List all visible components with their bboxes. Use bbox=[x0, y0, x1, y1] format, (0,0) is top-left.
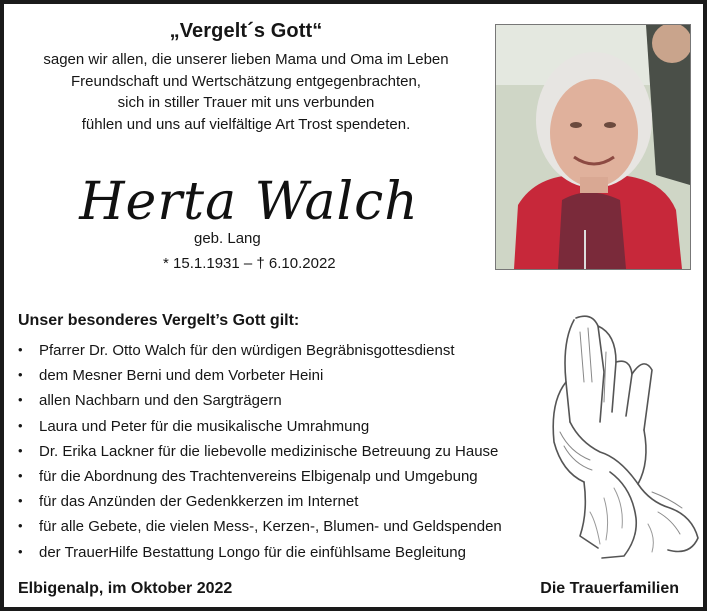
list-item-text: allen Nachbarn und den Sargträgern bbox=[39, 392, 282, 410]
list-item bbox=[18, 489, 502, 514]
list-item bbox=[18, 363, 502, 388]
bullet: • bbox=[18, 417, 23, 433]
intro-block bbox=[22, 20, 470, 135]
bullet: • bbox=[18, 342, 23, 357]
bullet: • bbox=[18, 518, 23, 534]
bullet: • bbox=[18, 392, 23, 408]
thanks-list bbox=[18, 338, 502, 565]
headline: „Vergelt´s Gott“ bbox=[169, 20, 323, 42]
list-item bbox=[18, 540, 502, 565]
intro-line: sagen wir allen, die unserer lieben Mama und Oma im Leben bbox=[43, 51, 449, 68]
list-item-text: der TrauerHilfe Bestattung Longo für die einfühlsame Begleitung bbox=[39, 543, 466, 561]
signature: Die Trauerfamilien bbox=[540, 580, 679, 597]
list-item-text: Pfarrer Dr. Otto Walch für den würdigen Begräbnisgottesdienst bbox=[39, 342, 455, 359]
list-item bbox=[18, 414, 502, 439]
intro-line: Freundschaft und Wertschätzung entgegenbrachten, bbox=[71, 72, 421, 90]
list-item-text: dem Mesner Berni und dem Vorbeter Heini bbox=[39, 367, 324, 385]
birth-name: geb. Lang bbox=[194, 230, 261, 247]
portrait-photo bbox=[495, 24, 691, 270]
deceased-name: Herta Walch bbox=[79, 172, 419, 232]
list-item bbox=[18, 514, 502, 539]
bullet: • bbox=[18, 493, 23, 509]
list-item-text: für die Abordnung des Trachtenvereins Elbigenalp und Umgebung bbox=[39, 468, 478, 486]
list-item-text: Laura und Peter für die musikalische Umrahmung bbox=[39, 417, 370, 435]
list-item-text: Dr. Erika Lackner für die liebevolle medizinische Betreuung zu Hause bbox=[39, 442, 499, 460]
bullet: • bbox=[18, 442, 23, 458]
praying-hands-icon bbox=[540, 312, 704, 564]
thanks-title: Unser besonderes Vergelt’s Gott gilt: bbox=[18, 312, 300, 329]
bullet: • bbox=[18, 367, 23, 383]
list-item-text: für das Anzünden der Gedenkkerzen im Internet bbox=[39, 493, 359, 511]
intro-line: fühlen und uns auf vielfältige Art Trost spendeten. bbox=[81, 115, 411, 133]
list-item bbox=[18, 338, 502, 363]
list-item bbox=[18, 388, 502, 413]
list-item-text: für alle Gebete, die vielen Mess-, Kerzen-, Blumen- und Geldspenden bbox=[39, 518, 502, 536]
list-item bbox=[18, 464, 502, 489]
bullet: • bbox=[18, 468, 23, 484]
list-item bbox=[18, 439, 502, 464]
bullet: • bbox=[18, 543, 23, 559]
intro-line: sich in stiller Trauer mit uns verbunden bbox=[117, 94, 375, 111]
life-dates: * 15.1.1931 – † 6.10.2022 bbox=[163, 255, 336, 272]
place-and-date: Elbigenalp, im Oktober 2022 bbox=[18, 580, 233, 597]
